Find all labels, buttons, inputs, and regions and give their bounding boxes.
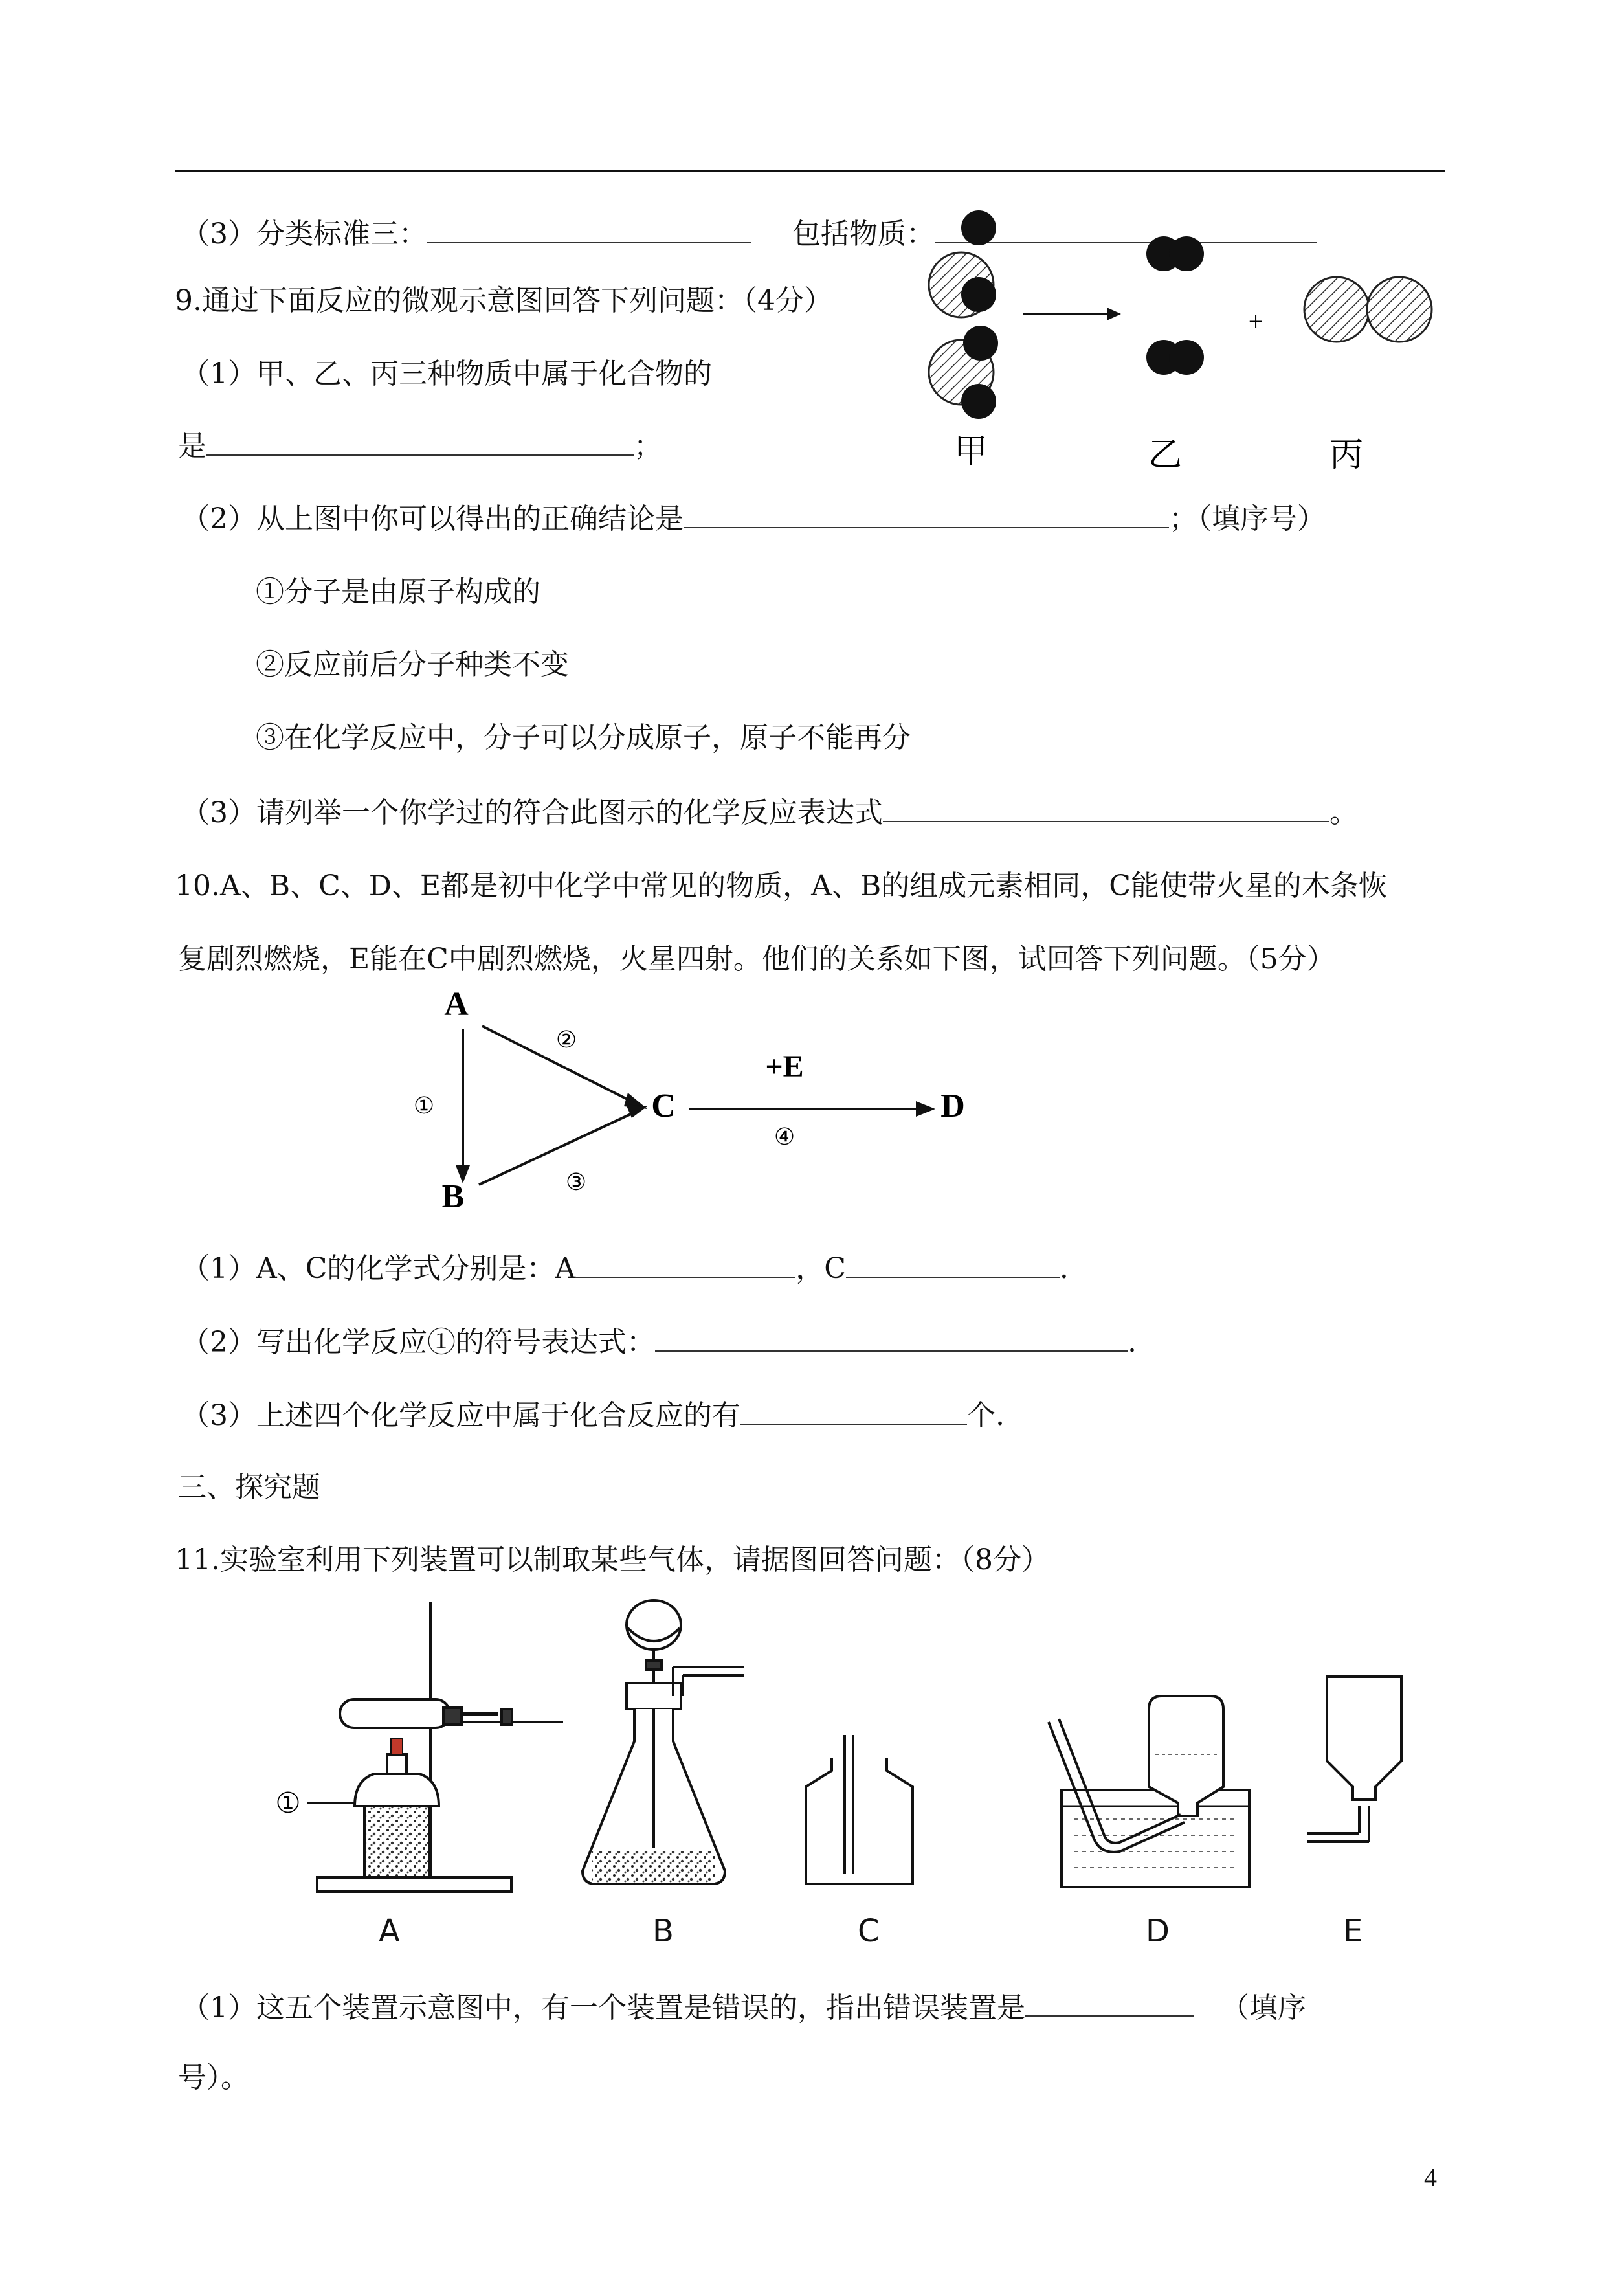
q9-option-1: ①分子是由原子构成的 (256, 576, 540, 609)
q11-p1-line2: 号）。 (178, 2061, 249, 2094)
reaction-number-3: ③ (565, 1169, 587, 1195)
q10-p1-blank-a[interactable] (575, 1248, 795, 1278)
reaction-number-1: ① (413, 1093, 435, 1119)
node-b: B (441, 1178, 465, 1215)
q9-p3-suffix: 。 (1329, 796, 1358, 829)
q10-p2-line (181, 1322, 1137, 1362)
q9-reaction-diagram (893, 194, 1450, 492)
q9-title: 9.通过下面反应的微观示意图回答下列问题：（4分） (175, 284, 832, 317)
node-c: C (651, 1088, 676, 1124)
q9-p1-line2 (178, 426, 662, 466)
q10-p2-blank[interactable] (655, 1322, 1128, 1352)
label-jia: 甲 (953, 432, 988, 471)
apparatus-c (806, 1735, 913, 1884)
q11-p1-blank[interactable] (1025, 1986, 1194, 2017)
q10-title-line2: 复剧烈燃烧，E能在C中剧烈燃烧，火星四射。他们的关系如下图，试回答下列问题。（5分） (178, 943, 1335, 976)
q10-p3-suffix: 个. (967, 1399, 1005, 1432)
q11-p1-line1 (181, 1986, 1306, 2028)
q10-relation-diagram (388, 978, 1003, 1224)
reaction-number-2: ② (555, 1027, 577, 1053)
q11-p1-prefix: （1）这五个装置示意图中，有一个装置是错误的，指出错误装置是 (181, 1991, 1025, 2024)
q9-p3-line (181, 792, 1358, 833)
q9-p1-prefix: 是 (178, 430, 206, 463)
apparatus-marker-1: ① (275, 1787, 301, 1820)
q9-p2-prefix: （2）从上图中你可以得出的正确结论是 (181, 502, 684, 535)
yi-molecules (1146, 236, 1204, 375)
q10-p1-suffix: . (1059, 1252, 1069, 1285)
apparatus-label-a: A (379, 1913, 400, 1949)
q10-p1-mid: ，C (795, 1252, 846, 1285)
q9-p1-suffix: ； (634, 430, 662, 463)
q9-p1-line1: （1）甲、乙、丙三种物质中属于化合物的 (181, 357, 712, 390)
node-d: D (940, 1088, 965, 1124)
q8-part3-blank-standard[interactable] (427, 214, 751, 243)
apparatus-a (307, 1602, 563, 1892)
apparatus-label-d: D (1146, 1913, 1170, 1949)
q9-p2-line (181, 498, 1326, 539)
page-number: 4 (1424, 2163, 1437, 2192)
apparatus-label-b: B (652, 1913, 674, 1949)
q9-p2-suffix: ；（填序号） (1169, 502, 1326, 535)
q10-p2-suffix: . (1128, 1326, 1137, 1359)
q8-part3-prefix: （3）分类标准三： (181, 218, 427, 251)
apparatus-label-c: C (858, 1913, 880, 1949)
q11-p1-suffix: （填序 (1221, 1991, 1306, 2024)
bing-molecule (1304, 277, 1432, 342)
label-yi: 乙 (1148, 436, 1183, 475)
q11-apparatus-figure (259, 1593, 1437, 1955)
q9-p3-prefix: （3）请列举一个你学过的符合此图示的化学反应表达式 (181, 796, 883, 829)
q10-title-line1: 10.A、B、C、D、E都是初中化学中常见的物质，A、B的组成元素相同，C能使带火星的木条恢 (175, 869, 1387, 902)
q9-option-3: ③在化学反应中，分子可以分成原子，原子不能再分 (256, 721, 911, 754)
q10-p2-prefix: （2）写出化学反应①的符号表达式： (181, 1326, 655, 1359)
apparatus-label-e: E (1343, 1913, 1363, 1949)
apparatus-e (1307, 1677, 1401, 1842)
q10-p3-line (181, 1395, 1005, 1435)
label-bing: 丙 (1329, 436, 1364, 475)
q11-title: 11.实验室利用下列装置可以制取某些气体，请据图回答问题：（8分） (175, 1543, 1050, 1576)
q9-p3-blank[interactable] (883, 792, 1329, 822)
q10-p1-line (181, 1248, 1069, 1288)
q10-p1-prefix: （1）A、C的化学式分别是：A (181, 1252, 576, 1285)
q9-p2-blank[interactable] (684, 498, 1169, 528)
q10-p3-prefix: （3）上述四个化学反应中属于化合反应的有 (181, 1399, 740, 1432)
reaction-arrow (1023, 308, 1121, 320)
section3-heading: 三、探究题 (178, 1471, 320, 1504)
jia-molecules (929, 210, 998, 419)
q10-p3-blank[interactable] (740, 1395, 967, 1425)
q10-p1-blank-c[interactable] (846, 1248, 1060, 1278)
node-a: A (444, 986, 469, 1023)
apparatus-d (1049, 1696, 1249, 1887)
plus-sign: + (1248, 307, 1263, 336)
q9-p1-blank[interactable] (206, 426, 634, 456)
q9-option-2: ②反应前后分子种类不变 (256, 648, 569, 681)
reaction-number-4: ④ (773, 1124, 795, 1150)
header-rule (175, 170, 1445, 172)
q8-part3-middle: 包括物质： (792, 218, 935, 251)
reagent-e-label: +E (765, 1049, 804, 1084)
apparatus-b (583, 1600, 744, 1884)
